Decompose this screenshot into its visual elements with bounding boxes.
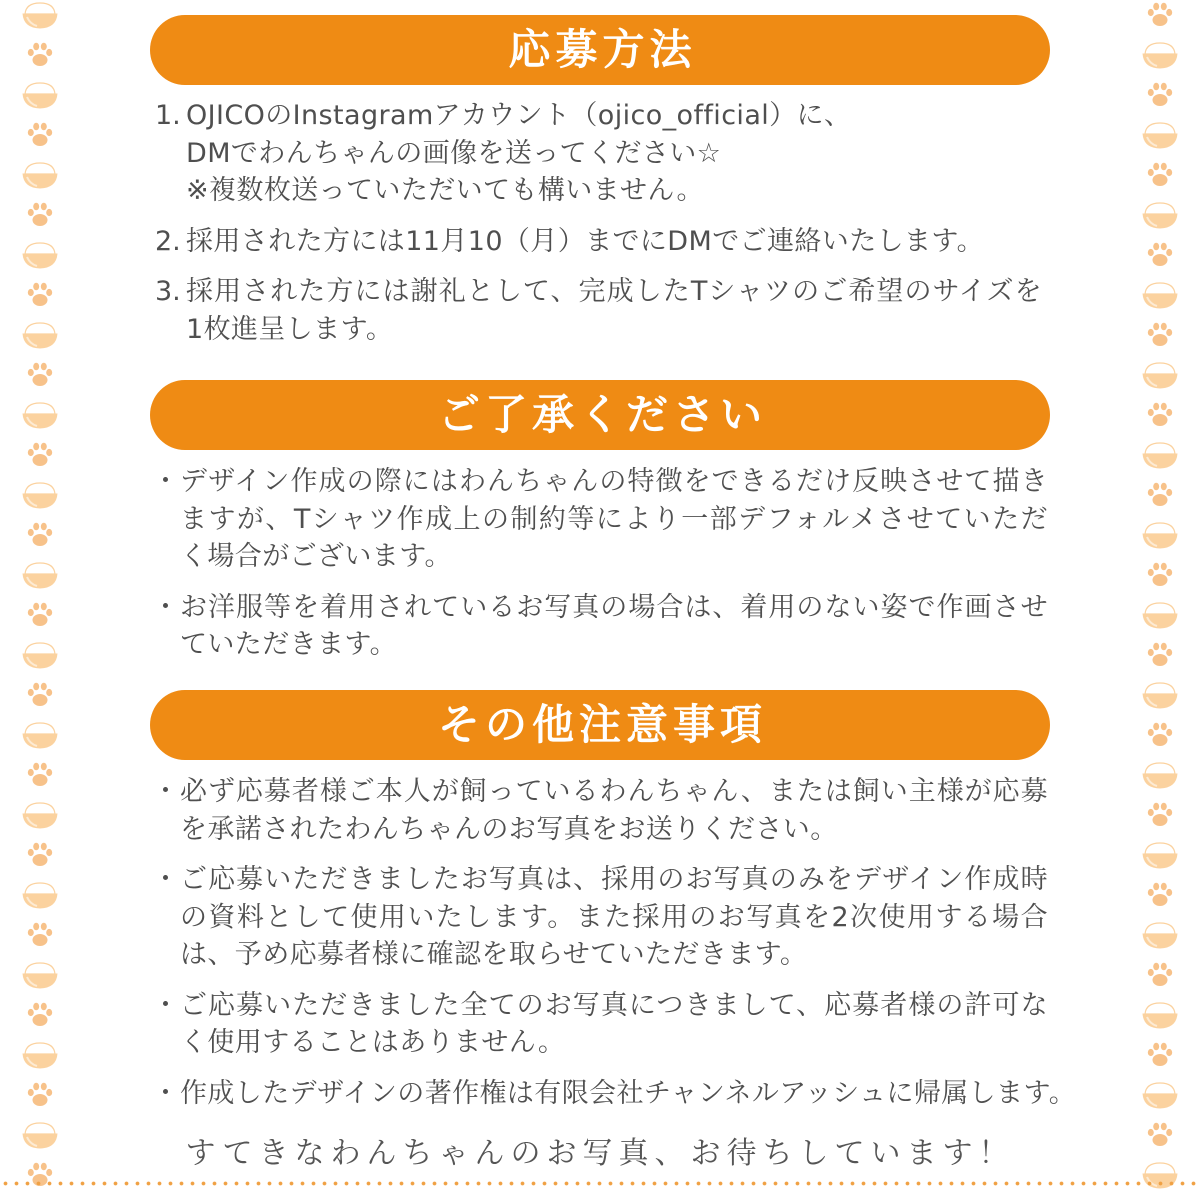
closing-message: すてきなわんちゃんのお写真、お待ちしています！ (185, 1136, 1015, 1171)
item-text-line: の資料として使用いたします。また採用のお写真を2次使用する場合 (180, 901, 1048, 933)
item-text-line: ※複数枚送っていただいても構いません。 (186, 175, 704, 206)
item-text-line: く使用することはありません。 (180, 1027, 566, 1058)
list-item (151, 987, 1076, 1062)
bullet: ・ (152, 1077, 179, 1109)
paw-icon (1146, 481, 1174, 509)
rice-bowl-icon (21, 960, 59, 990)
item-text (180, 773, 1048, 848)
notice-list (151, 463, 1048, 677)
item-text-line: デザイン作成の際にはわんちゃんの特徴をできるだけ反映させて描き (180, 466, 1048, 497)
paw-icon (26, 681, 54, 709)
item-text-line: ますが、Tシャツ作成上の制約等により一部デフォルメさせていただ (180, 503, 1048, 535)
rice-bowl-icon (21, 0, 59, 30)
paw-icon (26, 1001, 54, 1029)
item-text-line: 必ず応募者様ご本人が飼っているわんちゃん、または飼い主様が応募 (180, 776, 1048, 807)
item-text-line: 作成したデザインの著作権は有限会社チャンネルアッシュに帰属します。 (180, 1077, 1077, 1109)
list-item (151, 589, 1048, 664)
list-item (155, 273, 1042, 348)
rice-bowl-icon (21, 880, 59, 910)
paw-icon (1146, 81, 1174, 109)
other-notes-list (151, 773, 1076, 1125)
right-border-decoration (1120, 0, 1200, 1200)
section-title: ご了承ください (437, 390, 767, 439)
rice-bowl-icon (1141, 360, 1179, 390)
rice-bowl-icon (21, 480, 59, 510)
item-text (180, 463, 1048, 576)
bullet: ・ (152, 864, 179, 895)
paw-icon (1146, 1041, 1174, 1069)
rice-bowl-icon (1141, 520, 1179, 550)
application-steps-list (155, 97, 1042, 361)
rice-bowl-icon (21, 240, 59, 270)
rice-bowl-icon (21, 800, 59, 830)
item-text-line: お洋服等を着用されているお写真の場合は、着用のない姿で作画させ (180, 591, 1048, 623)
paw-icon (26, 601, 54, 629)
rice-bowl-icon (1141, 280, 1179, 310)
rice-bowl-icon (1141, 680, 1179, 710)
rice-bowl-icon (21, 1040, 59, 1070)
section-title: その他注意事項 (437, 700, 767, 749)
dotted-divider (0, 1181, 1200, 1186)
step-number: 1. (155, 100, 181, 131)
paw-icon (1146, 401, 1174, 429)
list-item (155, 97, 1042, 210)
bullet: ・ (152, 466, 179, 497)
rice-bowl-icon (1141, 40, 1179, 70)
paw-icon (26, 921, 54, 949)
item-text-line: は、予め応募者様に確認を取らせていただきます。 (180, 939, 808, 970)
rice-bowl-icon (21, 640, 59, 670)
item-text (180, 1075, 1076, 1113)
item-text (180, 589, 1048, 664)
left-border-decoration (0, 0, 80, 1200)
paw-icon (1146, 881, 1174, 909)
paw-icon (1146, 321, 1174, 349)
item-text-line: 採用された方には11月10（月）までにDMでご連絡いたします。 (186, 225, 985, 257)
bullet: ・ (152, 989, 179, 1021)
item-text-line: OJICOのInstagramアカウント（ojico_official）に、 (186, 100, 852, 131)
paw-icon (26, 761, 54, 789)
paw-icon (26, 361, 54, 389)
rice-bowl-icon (1141, 440, 1179, 470)
rice-bowl-icon (1141, 760, 1179, 790)
list-item (151, 861, 1076, 974)
list-item (155, 223, 1042, 261)
paw-icon (1146, 1, 1174, 29)
rice-bowl-icon (21, 320, 59, 350)
list-item (151, 773, 1076, 848)
rice-bowl-icon (1141, 840, 1179, 870)
section-header-please-note (150, 380, 1050, 450)
paw-icon (26, 121, 54, 149)
rice-bowl-icon (21, 560, 59, 590)
item-text-line: く場合がございます。 (180, 541, 452, 572)
rice-bowl-icon (21, 720, 59, 750)
paw-icon (1146, 961, 1174, 989)
item-text-line: 採用された方には謝礼として、完成したTシャツのご希望のサイズを (186, 276, 1042, 307)
rice-bowl-icon (21, 80, 59, 110)
list-item (151, 463, 1048, 576)
item-text-line: ご応募いただきました全てのお写真につきまして、応募者様の許可な (180, 989, 1048, 1021)
rice-bowl-icon (21, 160, 59, 190)
item-text-line: ご応募いただきましたお写真は、採用のお写真のみをデザイン作成時 (180, 864, 1048, 895)
item-text (186, 97, 851, 210)
rice-bowl-icon (21, 400, 59, 430)
section-title: 応募方法 (508, 25, 697, 74)
paw-icon (26, 521, 54, 549)
paw-icon (26, 841, 54, 869)
rice-bowl-icon (1141, 1000, 1179, 1030)
paw-icon (26, 441, 54, 469)
paw-icon (1146, 801, 1174, 829)
item-text (180, 861, 1048, 974)
rice-bowl-icon (1141, 200, 1179, 230)
paw-icon (26, 41, 54, 69)
item-text (180, 987, 1048, 1062)
paw-icon (1146, 721, 1174, 749)
item-text-line: を承諾されたわんちゃんのお写真をお送りください。 (180, 813, 838, 845)
item-text-line: ていただきます。 (180, 629, 398, 660)
bullet: ・ (152, 776, 179, 807)
rice-bowl-icon (1141, 600, 1179, 630)
item-text (186, 273, 1042, 348)
paw-icon (1146, 241, 1174, 269)
step-number: 3. (155, 276, 181, 307)
section-header-how-to-apply (150, 15, 1050, 85)
paw-icon (26, 201, 54, 229)
paw-icon (1146, 641, 1174, 669)
paw-icon (1146, 161, 1174, 189)
step-number: 2. (155, 225, 181, 257)
rice-bowl-icon (1141, 920, 1179, 950)
paw-icon (26, 1081, 54, 1109)
item-text (186, 223, 984, 261)
list-item (151, 1075, 1076, 1113)
paw-icon (1146, 561, 1174, 589)
paw-icon (26, 281, 54, 309)
rice-bowl-icon (1141, 1080, 1179, 1110)
section-header-other-notes (150, 690, 1050, 760)
bullet: ・ (152, 591, 179, 623)
item-text-line: DMでわんちゃんの画像を送ってください☆ (186, 137, 722, 169)
item-text-line: 1枚進呈します。 (186, 313, 394, 345)
rice-bowl-icon (1141, 120, 1179, 150)
